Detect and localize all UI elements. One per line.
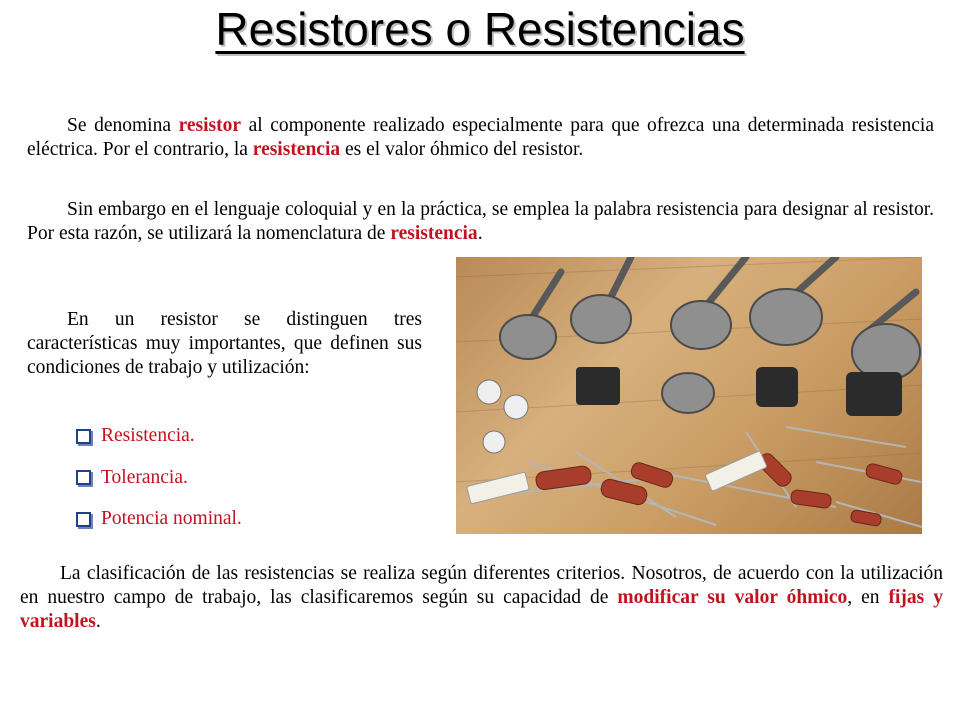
classification-text-1: La clasificación de las resistencias se realiza según diferentes criterios. Nosotros, de acuerdo con la utilización en nuestro campo de trabajo, las clasificaremos según su capacidad de (20, 563, 943, 608)
classification-text-2: , en (847, 587, 889, 608)
term-modificar: modificar su valor óhmico (617, 587, 848, 608)
usage-text-1: Sin embargo en el lenguaje coloquial y en la práctica, se emplea la palabra resistencia para designar al resistor. Por esta razón, se utilizará la nomenclatura de (27, 199, 934, 244)
usage-text-2: . (477, 223, 483, 244)
term-resistencia: resistencia (252, 139, 341, 160)
resistors-photo (456, 257, 922, 534)
term-resistor: resistor (178, 115, 242, 136)
checkbox-bullet-icon (76, 512, 91, 527)
features-list (76, 424, 242, 549)
classification-text-3: . (95, 611, 101, 632)
intro-paragraph (27, 114, 934, 162)
feature-item (76, 424, 242, 448)
term-resistencia-2: resistencia (390, 223, 478, 244)
feature-label: Resistencia. (101, 425, 195, 446)
term-fijas-variables: fijas y variables (20, 587, 943, 632)
page-title: Resistores o Resistencias (215, 3, 745, 55)
intro-text-1: Se denomina (67, 115, 179, 136)
checkbox-bullet-icon (76, 429, 91, 444)
intro-text-2: al componente realizado especialmente para que ofrezca una determinada resistencia eléctrica. Por el contrario, la (27, 115, 934, 160)
feature-label: Potencia nominal. (101, 508, 242, 529)
usage-paragraph (27, 198, 934, 246)
checkbox-bullet-icon (76, 470, 91, 485)
feature-label: Tolerancia. (101, 466, 188, 488)
classification-paragraph (20, 562, 943, 634)
resistors-illustration (456, 257, 922, 534)
features-intro-paragraph: En un resistor se distinguen tres características muy importantes, que definen sus condiciones de trabajo y utilización: (27, 309, 422, 378)
feature-item (76, 507, 242, 531)
feature-item (76, 466, 242, 490)
intro-text-3: es el valor óhmico del resistor. (340, 139, 584, 160)
